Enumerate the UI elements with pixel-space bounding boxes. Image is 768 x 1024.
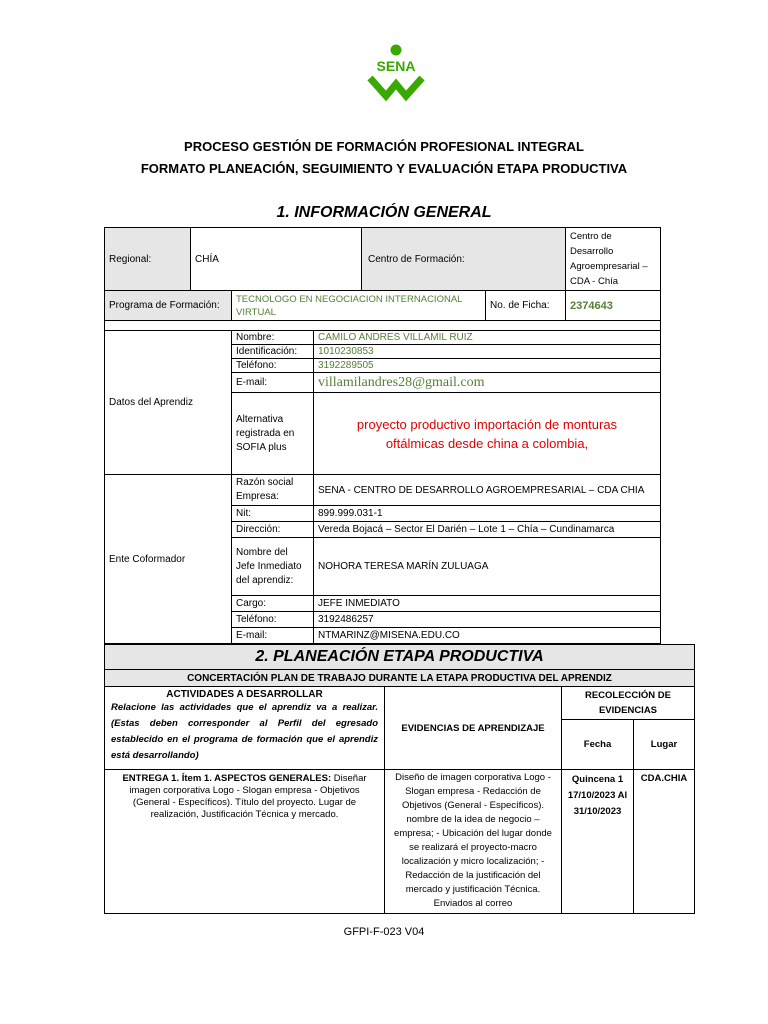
regional-value: CHÍA [191, 228, 362, 291]
jefe-value: NOHORA TERESA MARÍN ZULUAGA [314, 538, 661, 596]
evidencia-cell: Diseño de imagen corporativa Logo - Slogan empresa - Redacción de Objetivos (General - Específicos). nombre de la idea de negocio – empresa; - Ubicación del lugar donde se realizará el proyecto-macro localización y micro localización; - Redacción de la justificación del mercado y justificación Técnica. Enviados al correo [385, 770, 562, 914]
jefe-label: Nombre del Jefe Inmediato del aprendiz: [232, 538, 314, 596]
format-title: FORMATO PLANEACIÓN, SEGUIMIENTO Y EVALUACIÓN ETAPA PRODUCTIVA [140, 161, 628, 176]
coformador-email-label: E-mail: [232, 628, 314, 644]
nit-value: 899.999.031-1 [314, 506, 661, 522]
cargo-label: Cargo: [232, 596, 314, 612]
form-code: GFPI-F-023 V04 [343, 926, 425, 938]
centro-value: Centro de Desarrollo Agroempresarial – CDA - Chía [566, 228, 661, 291]
alternativa-label: Alternativa registrada en SOFIA plus [232, 393, 314, 475]
evidencias-header: EVIDENCIAS DE APRENDIZAJE [385, 687, 562, 770]
general-info-table [104, 227, 661, 644]
actividad-heading: ENTREGA 1. Ítem 1. ASPECTOS GENERALES: [122, 773, 332, 784]
aprendiz-tel-label: Teléfono: [232, 359, 314, 373]
process-title: PROCESO GESTIÓN DE FORMACIÓN PROFESIONAL INTEGRAL [184, 139, 584, 154]
aprendiz-id-label: Identificación: [232, 345, 314, 359]
lugar-cell: CDA.CHIA [634, 770, 695, 914]
coformador-group-label: Ente Coformador [105, 475, 232, 644]
direccion-label: Dirección: [232, 522, 314, 538]
coformador-tel-label: Teléfono: [232, 612, 314, 628]
centro-label: Centro de Formación: [362, 228, 566, 291]
actividades-note: Relacione las actividades que el aprendiz va a realizar. (Estas deben corresponder al Perfil del egresado establecido en el programa de formación que el aprendiz está desarrollando) [111, 702, 378, 761]
lugar-header: Lugar [634, 720, 695, 770]
section1-title: 1. INFORMACIÓN GENERAL [276, 204, 492, 221]
programa-label: Programa de Formación: [105, 291, 232, 321]
aprendiz-group-label: Datos del Aprendiz [105, 331, 232, 475]
planeacion-table [104, 644, 695, 914]
aprendiz-nombre-label: Nombre: [232, 331, 314, 345]
aprendiz-tel-value: 3192289505 [314, 359, 661, 373]
actividades-header [105, 687, 385, 770]
section2-subtitle: CONCERTACIÓN PLAN DE TRABAJO DURANTE LA ETAPA PRODUCTIVA DEL APRENDIZ [105, 670, 695, 687]
coformador-email-value: NTMARINZ@MISENA.EDU.CO [314, 628, 661, 644]
fecha-header: Fecha [562, 720, 634, 770]
alternativa-value: proyecto productivo importación de monturas oftálmicas desde china a colombia, [314, 393, 661, 475]
svg-text:SENA: SENA [376, 58, 416, 74]
fecha-cell: Quincena 1 17/10/2023 Al 31/10/2023 [562, 770, 634, 914]
cargo-value: JEFE INMEDIATO [314, 596, 661, 612]
razon-value: SENA - CENTRO DE DESARROLLO AGROEMPRESARIAL – CDA CHIA [314, 475, 661, 506]
ficha-value: 2374643 [566, 291, 661, 321]
razon-label: Razón social Empresa: [232, 475, 314, 506]
nit-label: Nit: [232, 506, 314, 522]
spacer-row [105, 321, 661, 331]
ficha-label: No. de Ficha: [486, 291, 566, 321]
coformador-tel-value: 3192486257 [314, 612, 661, 628]
aprendiz-nombre-value: CAMILO ANDRES VILLAMIL RUIZ [314, 331, 661, 345]
recoleccion-header: RECOLECCIÓN DE EVIDENCIAS [562, 687, 695, 720]
aprendiz-email-label: E-mail: [232, 373, 314, 393]
regional-label: Regional: [105, 228, 191, 291]
aprendiz-email-value: villamilandres28@gmail.com [314, 373, 661, 393]
direccion-value: Vereda Bojacá – Sector El Darién – Lote 1 – Chía – Cundinamarca [314, 522, 661, 538]
actividades-title: ACTIVIDADES A DESARROLLAR [166, 689, 323, 700]
programa-value: TECNOLOGO EN NEGOCIACION INTERNACIONAL VIRTUAL [232, 291, 486, 321]
section2-title: 2. PLANEACIÓN ETAPA PRODUCTIVA [105, 645, 695, 670]
aprendiz-id-value: 1010230853 [314, 345, 661, 359]
actividad-cell [105, 770, 385, 914]
actividad-text: Diseñar imagen corporativa Logo - Slogan empresa - Objetivos (General - Específicos). Título del proyecto. Lugar de realización, Justificación Técnica y mercado. [129, 773, 367, 820]
sena-logo [364, 44, 428, 108]
